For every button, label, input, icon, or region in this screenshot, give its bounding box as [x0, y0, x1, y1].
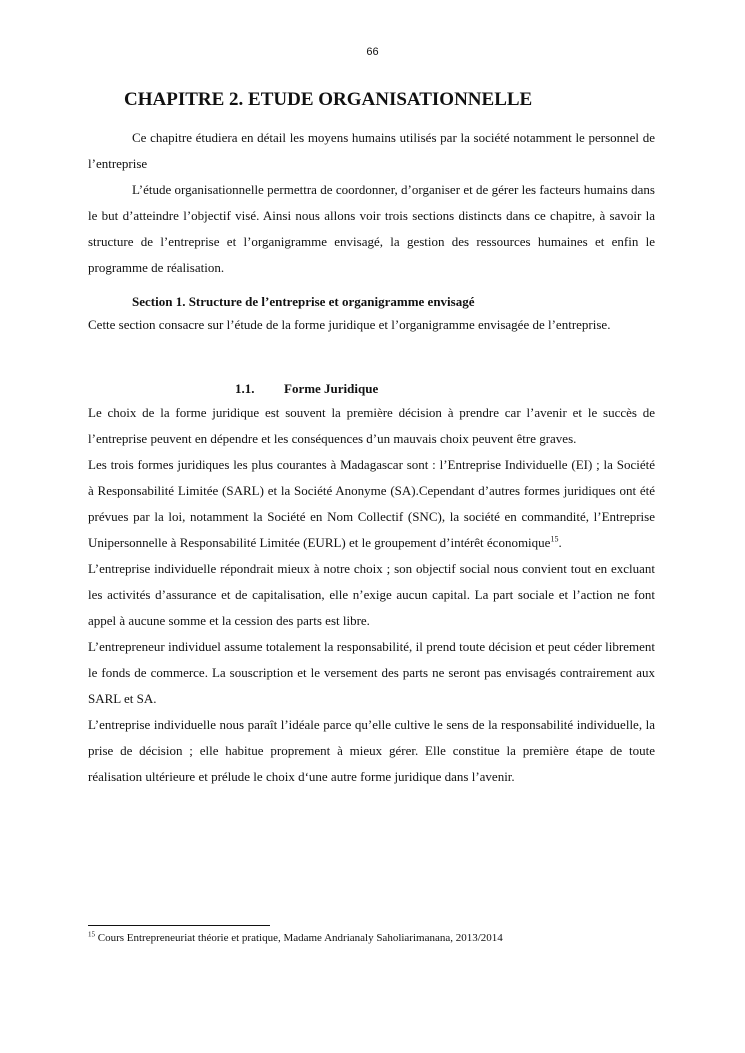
chapter-title: CHAPITRE 2. ETUDE ORGANISATIONNELLE: [124, 89, 533, 110]
chapter-intro: [88, 125, 655, 281]
subsection-heading: [88, 378, 655, 400]
section-1-heading: Section 1. Structure de l’entreprise et organigramme envisagé: [132, 294, 475, 309]
body-paragraph-5: L’entreprise individuelle nous paraît l’idéale parce qu’elle cultive le sens de la responsabilité individuelle, la prise de décision ; elle habitue proprement à mieux gérer. Elle constitue la première étape de toute réalisation ultérieure et prélude le choix d‘une autre forme juridique dans l’avenir.: [88, 717, 655, 784]
footnote-reference[interactable]: 15: [550, 534, 559, 544]
footnote-divider: [88, 925, 270, 926]
body-paragraph-2: [88, 452, 655, 556]
body-paragraph-2-text: Les trois formes juridiques les plus courantes à Madagascar sont : l’Entreprise Individuelle (EI) ; la Société à Responsabilité Limitée (SARL) et la Société Anonyme (SA).Cependant d’autres formes juridiques ont été prévues par la loi, notamment la Société en Nom Collectif (SNC), la société en commandité, l’Entreprise Unipersonnelle à Responsabilité Limitée (EURL) et le groupement d’intérêt économique: [88, 457, 655, 550]
intro-paragraph-1: Ce chapitre étudiera en détail les moyens humains utilisés par la société notamment le personnel de l’entreprise: [88, 130, 655, 171]
footnote: [88, 930, 688, 946]
page-number: 66: [366, 46, 379, 58]
subsection-number: 1.1.: [235, 381, 255, 396]
section-1-intro: Cette section consacre sur l’étude de la forme juridique et l’organigramme envisagée de l’entreprise.: [88, 317, 611, 332]
footnote-text: Cours Entrepreneuriat théorie et pratique, Madame Andrianaly Saholiarimanana, 2013/2014: [97, 932, 503, 944]
body-paragraph-3: L’entreprise individuelle répondrait mieux à notre choix ; son objectif social nous convient tout en excluant les activités d’assurance et de capitalisation, elle n’exige aucun capital. La part sociale et l’action ne font appel à aucune somme et la cession des parts est libre.: [88, 561, 655, 628]
body-paragraph-1: Le choix de la forme juridique est souvent la première décision à prendre car l’avenir et le succès de l’entreprise peuvent en dépendre et les conséquences d’un mauvais choix peuvent être graves.: [88, 405, 655, 446]
footnote-marker: 15: [88, 930, 95, 939]
intro-paragraph-2: L’étude organisationnelle permettra de coordonner, d’organiser et de gérer les facteurs humains dans le but d’atteindre l’objectif visé. Ainsi nous allons voir trois sections distincts dans ce chapitre, à savoir la structure de l’entreprise et l’organigramme envisagé, la gestion des ressources humaines et enfin le programme de réalisation.: [88, 182, 655, 275]
page-content: [88, 88, 655, 790]
footnote-reference-period: .: [558, 535, 562, 550]
subsection-title: Forme Juridique: [284, 381, 379, 396]
body-paragraph-4: L’entrepreneur individuel assume totalement la responsabilité, il prend toute décision et peut céder librement le fonds de commerce. La souscription et le versement des parts ne seront pas envisagés contrairement aux SARL et SA.: [88, 639, 655, 706]
